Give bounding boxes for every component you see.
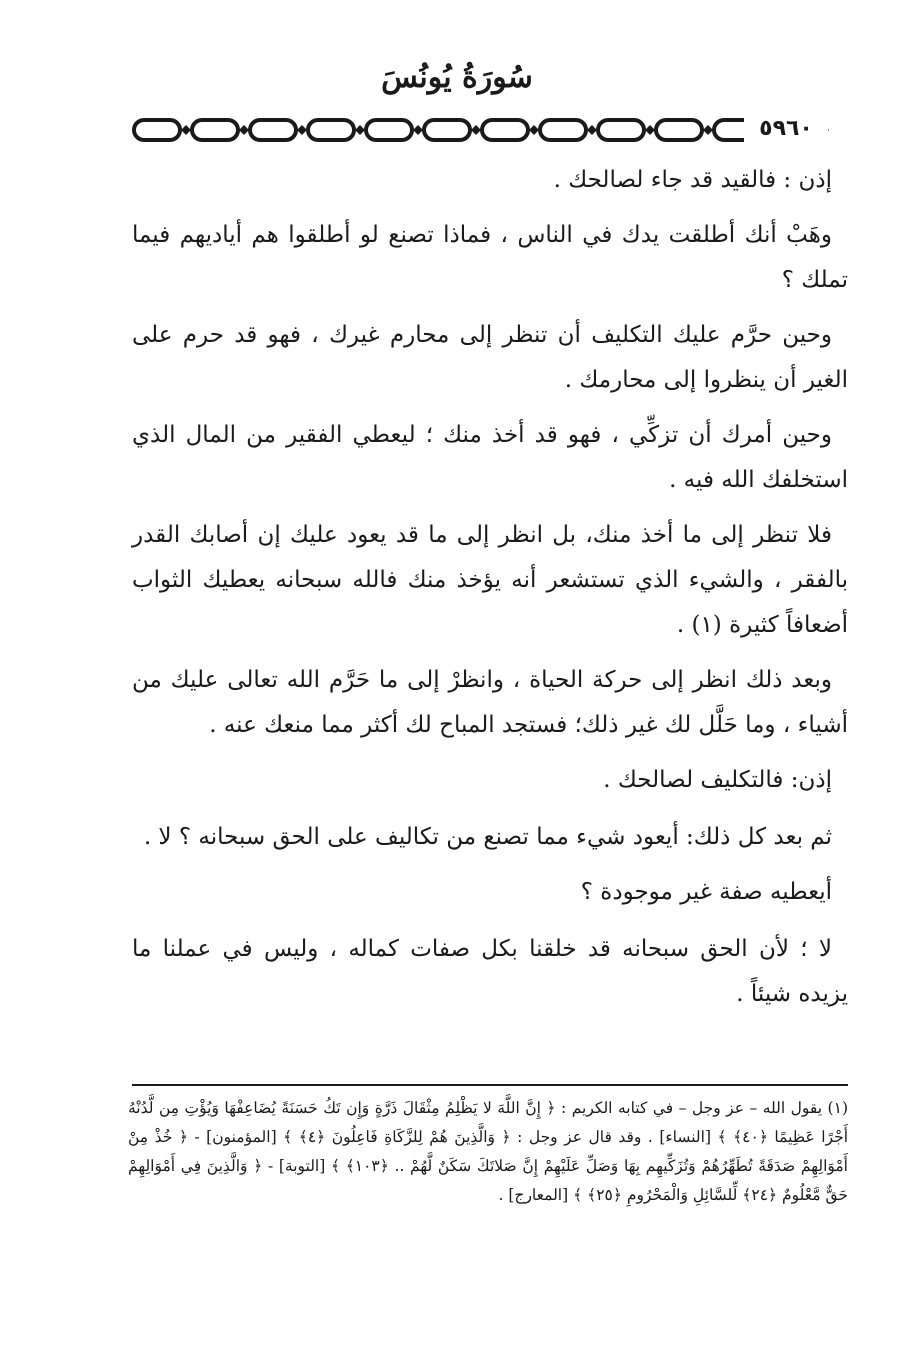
ornament-diamond bbox=[413, 125, 423, 135]
paragraph: لا ؛ لأن الحق سبحانه قد خلقنا بكل صفات كماله ، وليس في عملنا ما يزيده شيئاً . bbox=[132, 936, 848, 1007]
footnote-text: (١) يقول الله – عز وجل – في كتابه الكريم : ﴿ إِنَّ اللَّهَ لا يَظْلِمُ مِثْقَالَ ذَرَّةٍ وَإِن تَكُ حَسَنَةً يُضَاعِفْهَا وَيُؤْتِ مِن لَّدُنْهُ أَجْرًا عَظِيمًا ﴿٤٠﴾ ﴾ [النساء] . وقد قال عز وجل : ﴿ وَالَّذِينَ هُمْ لِلزَّكَاةِ فَاعِلُونَ ﴿٤﴾ ﴾ [المؤمنون] - ﴿ خُذْ مِنْ أَمْوَالِهِمْ صَدَقَةً تُطَهِّرُهُمْ وَتُزَكِّيهِم بِهَا وَصَلِّ عَلَيْهِمْ إِنَّ صَلاتَكَ سَكَنٌ لَّهُمْ .. ﴿١٠٣﴾ ﴾ [التوبة] - ﴿ وَالَّذِينَ فِي أَمْوَالِهِمْ حَقٌّ مَّعْلُومٌ ﴿٢٤﴾ لِّلسَّائِلِ وَالْمَحْرُومِ ﴿٢٥﴾ ﴾ [المعارج] . bbox=[128, 1099, 848, 1204]
paragraph: وحين حرَّم عليك التكليف أن تنظر إلى محارم غيرك ، فهو قد حرم على الغير أن ينظروا إلى محارمك . bbox=[132, 322, 848, 393]
paragraph: فلا تنظر إلى ما أخذ منك، بل انظر إلى ما قد يعود عليك إن أصابك القدر بالفقر ، والشيء الذي تستشعر أنه يؤخذ منك فالله سبحانه يعطيك الثواب أضعافاً كثيرة (١) . bbox=[132, 522, 848, 638]
page-number: ٥٩٦٠ bbox=[744, 114, 828, 144]
ornament-link bbox=[598, 120, 644, 140]
ornament-link bbox=[482, 120, 528, 140]
paragraph: وحين أمرك أن تزكِّي ، فهو قد أخذ منك ؛ ليعطي الفقير من المال الذي استخلفك الله فيه . bbox=[132, 422, 848, 493]
ornament-diamond bbox=[587, 125, 597, 135]
paragraph: وهَبْ أنك أطلقت يدك في الناس ، فماذا تصنع لو أطلقوا هم أياديهم فيما تملك ؟ bbox=[132, 222, 848, 293]
ornament-diamond bbox=[703, 125, 713, 135]
ornament-link bbox=[192, 120, 238, 140]
ornament-link bbox=[656, 120, 702, 140]
ornament-diamond bbox=[471, 125, 481, 135]
ornament-link bbox=[134, 120, 180, 140]
paragraph: إذن : فالقيد قد جاء لصالحك . bbox=[553, 167, 832, 193]
ornament-link bbox=[308, 120, 354, 140]
paragraph: إذن: فالتكليف لصالحك . bbox=[603, 767, 832, 793]
ornament-diamond bbox=[297, 125, 307, 135]
footnote-divider bbox=[132, 1084, 848, 1086]
ornament-link bbox=[366, 120, 412, 140]
surah-title: سُورَةُ يُونُسَ bbox=[381, 60, 533, 95]
main-text bbox=[132, 158, 848, 1027]
ornament-diamond bbox=[355, 125, 365, 135]
ornament-diamond bbox=[239, 125, 249, 135]
ornament-link bbox=[250, 120, 296, 140]
paragraph: أيعطيه صفة غير موجودة ؟ bbox=[580, 879, 832, 905]
paragraph: ثم بعد كل ذلك: أيعود شيء مما تصنع من تكاليف على الحق سبحانه ؟ لا . bbox=[143, 824, 832, 850]
ornament-diamond bbox=[529, 125, 539, 135]
ornament-link bbox=[424, 120, 470, 140]
paragraph: وبعد ذلك انظر إلى حركة الحياة ، وانظرْ إلى ما حَرَّم الله تعالى عليك من أشياء ، وما حَلَّل لك غير ذلك؛ فستجد المباح لك أكثر مما منعك عنه . bbox=[132, 667, 848, 738]
ornament-diamond bbox=[181, 125, 191, 135]
footnote bbox=[128, 1094, 848, 1210]
ornament-diamond bbox=[645, 125, 655, 135]
ornament-link bbox=[540, 120, 586, 140]
